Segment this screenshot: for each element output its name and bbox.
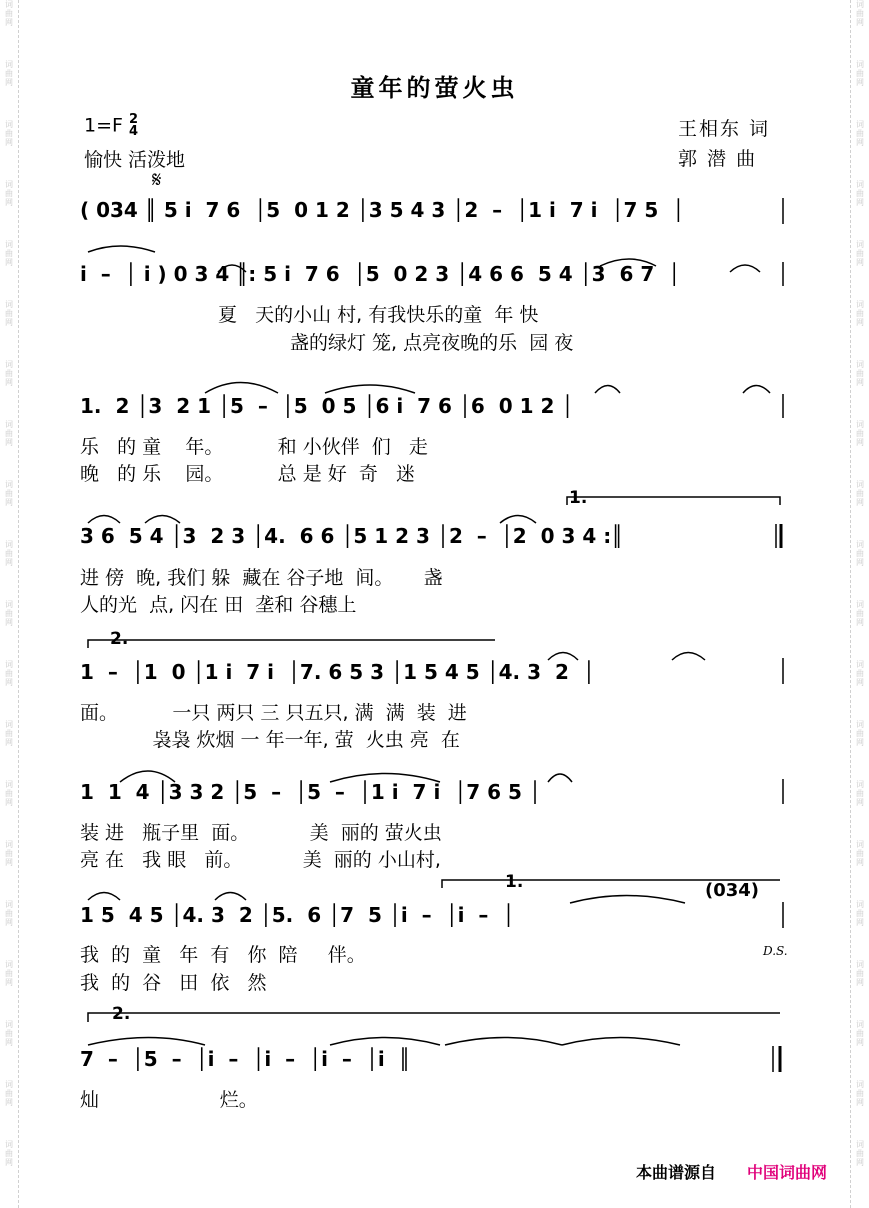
slur [88,893,120,901]
watermark-text: 词 曲 网 [856,600,864,627]
notation-line-4: 3 6 5 4 │3 2 3 │4. 6 6 │5 1 2 3 │2 – │2 0 3 4 :║ [80,524,624,548]
slur [562,1038,680,1046]
volta-2-bracket [88,640,495,648]
watermark-text: 词 曲 网 [856,0,864,27]
watermark-text: 词 曲 网 [5,420,13,447]
slur [730,265,760,272]
time-bottom: 4 [128,124,139,139]
watermark-text: 词 曲 网 [5,0,13,27]
notation-line-5: 1 – │1 0 │1 i 7 i │7. 6 5 3 │1 5 4 5 │4. 3 2 │ [80,660,595,684]
watermark-text: 词 曲 网 [5,780,13,807]
segno-sign: 𝄋 [152,168,162,193]
key-text: 1=F [84,114,123,137]
watermark-text: 词 曲 网 [856,840,864,867]
lyric-line-7a: 我 的 童 年 有 你 陪 伴。 [80,944,366,966]
volta-1-bracket [567,497,780,505]
slur [672,653,705,661]
watermark-text: 词 曲 网 [856,120,864,147]
slur [548,774,572,782]
volta-2-bracket [88,1013,780,1022]
lyric-line-6b: 亮 在 我 眼 前。 美 丽的 小山村, [80,849,441,871]
watermark-text: 词 曲 网 [5,960,13,987]
source-label: 本曲谱源自 [636,1163,717,1182]
watermark-text: 词 曲 网 [856,960,864,987]
lyric-line-2b: 盏的绿灯 笼, 点亮夜晚的乐 园 夜 [290,332,574,354]
time-top: 2 [128,112,139,127]
watermark-text: 词 曲 网 [856,300,864,327]
watermark-text: 词 曲 网 [5,720,13,747]
watermark-text: 词 曲 网 [5,480,13,507]
lyric-line-4b: 人的光 点, 闪在 田 垄和 谷穗上 [80,594,357,616]
watermark-text: 词 曲 网 [856,660,864,687]
barlines [773,198,783,1072]
watermark-text: 词 曲 网 [856,780,864,807]
watermark-text: 词 曲 网 [856,1020,864,1047]
watermark-text: 词 曲 网 [856,900,864,927]
volta-2-label: 2. [110,629,129,649]
lyric-line-6a: 装 进 瓶子里 面。 美 丽的 萤火虫 [80,822,442,844]
slur [500,516,536,524]
slur [88,516,120,524]
lyric-line-4a: 进 傍 晚, 我们 躲 藏在 谷子地 间。 盏 [80,567,443,589]
lyricist-credit: 王相东 词 [678,118,771,140]
volta-1-label-2: 1. [505,872,524,892]
watermark-text: 词 曲 网 [5,180,13,207]
watermark-text: 词 曲 网 [856,240,864,267]
lyric-line-2a: 夏 天的小山 村, 有我快乐的童 年 快 [218,304,539,326]
notation-line-6: 1 1 4 │3 3 2 │5 – │5 – │1 i 7 i │7 6 5 │ [80,780,541,804]
notation-line-8: 7 – │5 – │i – │i – │i – │i ║ [80,1047,411,1071]
watermark-text: 词 曲 网 [5,540,13,567]
slur [325,385,415,393]
watermark-text: 词 曲 网 [5,900,13,927]
watermark-text: 词 曲 网 [5,1080,13,1107]
watermark-text: 词 曲 网 [5,1020,13,1047]
watermark-text: 词 曲 网 [5,360,13,387]
watermark-text: 词 曲 网 [5,1140,13,1167]
watermark-text: 词 曲 网 [856,180,864,207]
volta-2-label-2: 2. [112,1004,131,1024]
song-title: 童年的萤火虫 [350,73,519,102]
watermark-text: 词 曲 网 [5,60,13,87]
watermark-text: 词 曲 网 [856,360,864,387]
slur [595,386,620,394]
tempo-marking: 愉快 活泼地 [84,149,186,171]
watermark-text: 词 曲 网 [856,480,864,507]
notation-line-1: ( 034 ║ 5 i 7 6 │5 0 1 2 │3 5 4 3 │2 – │1 i 7 i │7 5 │ [80,198,685,222]
watermark-text: 词 曲 网 [856,1080,864,1107]
slur [205,383,278,394]
watermark-text: 词 曲 网 [856,540,864,567]
lyric-line-3a: 乐 的 童 年。 和 小伙伴 们 走 [80,436,428,458]
notation-line-7: 1 5 4 5 │4. 3 2 │5. 6 │7 5 │i – │i – │ [80,903,515,927]
notation-line-3: 1. 2 │3 2 1 │5 – │5 0 5 │6 i 7 6 │6 0 1 2 │ [80,394,574,418]
source-site-link[interactable]: 中国词曲网 [747,1163,828,1182]
lyric-line-7b: 我 的 谷 田 依 然 [80,972,267,994]
lyric-line-5a: 面。 一只 两只 三 只五只, 满 满 装 进 [80,702,467,724]
composer-credit: 郭 潜 曲 [678,148,758,170]
slur [215,893,246,901]
slur [743,386,770,394]
watermark-text: 词 曲 网 [856,60,864,87]
watermark-text: 词 曲 网 [5,120,13,147]
slur [88,246,155,252]
lyric-line-5b: 袅袅 炊烟 一 年一年, 萤 火虫 亮 在 [80,729,460,751]
repeat-pickup: (034) [705,880,760,901]
watermark-text: 词 曲 网 [5,840,13,867]
watermark-text: 词 曲 网 [856,720,864,747]
watermark-text: 词 曲 网 [5,660,13,687]
slur [330,1038,440,1046]
slur [88,1038,205,1046]
lyric-line-3b: 晚 的 乐 园。 总 是 好 奇 迷 [80,463,415,485]
watermark-text: 词 曲 网 [5,300,13,327]
slur [570,896,685,904]
dal-segno: D.S. [763,944,788,958]
volta-1-label: 1. [569,488,588,508]
watermark-text: 词 曲 网 [856,420,864,447]
lyric-line-8a: 灿 烂。 [80,1089,258,1111]
slur [145,516,180,524]
notation-line-2: i – │ i ) 0 3 4 ║: 5 i 7 6 │5 0 2 3 │4 6 6 5 4 │3 6 7 │ [80,262,681,286]
watermark-text: 词 曲 网 [5,600,13,627]
watermark-text: 词 曲 网 [856,1140,864,1167]
slur [548,653,578,661]
watermark-text: 词 曲 网 [5,240,13,267]
slur [445,1038,562,1046]
